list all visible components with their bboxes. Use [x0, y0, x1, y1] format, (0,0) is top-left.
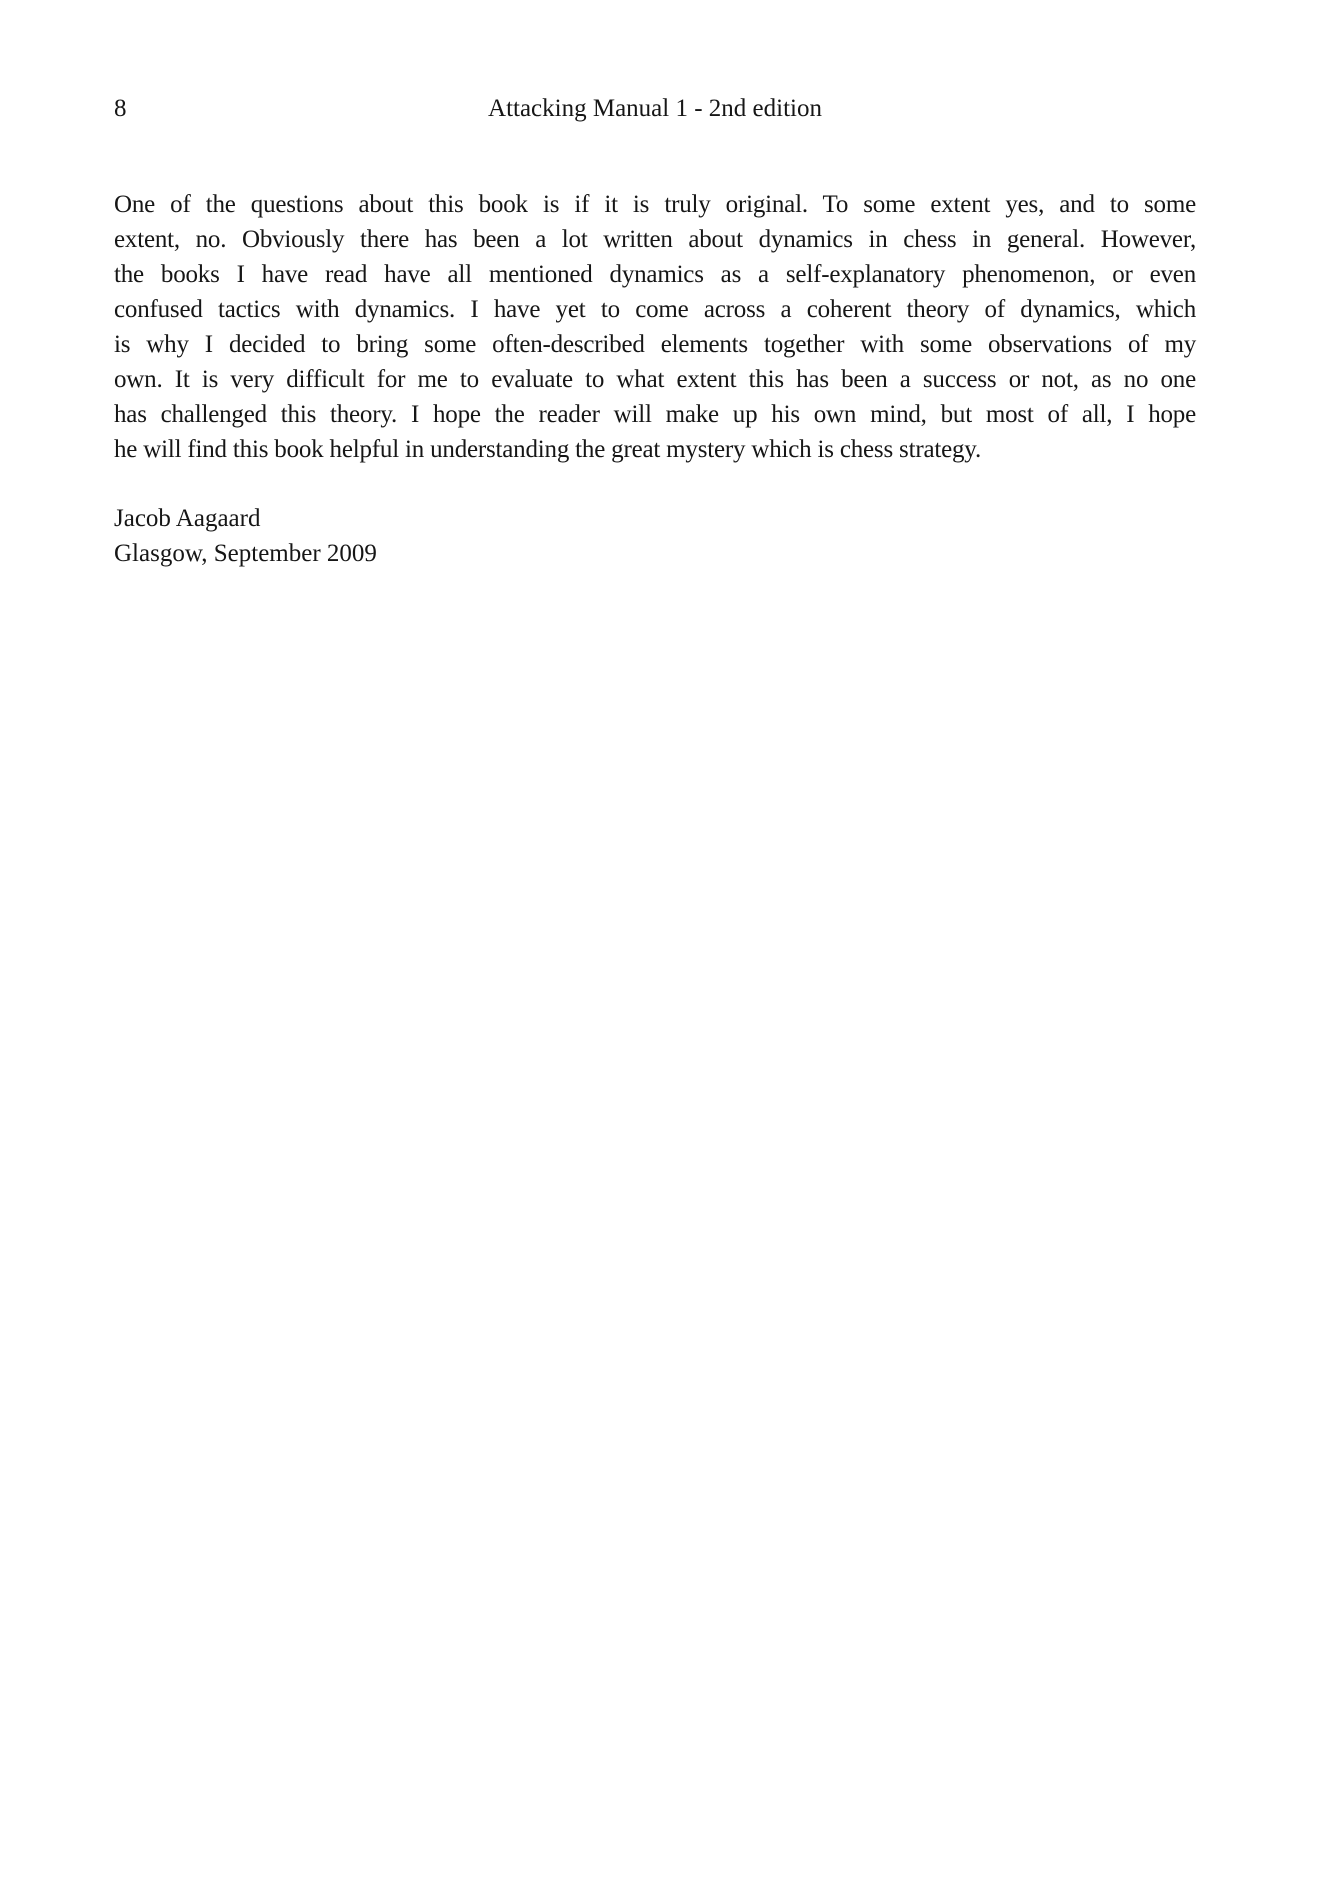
- running-header-title: Attacking Manual 1 - 2nd edition: [488, 95, 822, 122]
- paragraph-line: he will find this book helpful in understanding the great mystery which is chess strategy.: [114, 436, 982, 463]
- signature-place-date: Glasgow, September 2009: [114, 540, 377, 567]
- intro-paragraph: [114, 187, 1196, 467]
- paragraph-line: extent, no. Obviously there has been a lot written about dynamics in chess in general. However,: [114, 226, 1196, 253]
- signature-block: [114, 501, 377, 571]
- paragraph-line: own. It is very difficult for me to evaluate to what extent this has been a success or not, as no one: [114, 366, 1196, 393]
- paragraph-line: has challenged this theory. I hope the reader will make up his own mind, but most of all, I hope: [114, 401, 1196, 428]
- paragraph-line: is why I decided to bring some often-described elements together with some observations of my: [114, 331, 1196, 358]
- running-header: [114, 91, 1196, 126]
- page-number: 8: [114, 95, 127, 122]
- page-content: [114, 187, 1196, 567]
- paragraph-line: One of the questions about this book is if it is truly original. To some extent yes, and to some: [114, 191, 1196, 218]
- paragraph-line: the books I have read have all mentioned dynamics as a self-explanatory phenomenon, or even: [114, 261, 1196, 288]
- author-name: Jacob Aagaard: [114, 505, 261, 532]
- paragraph-line: confused tactics with dynamics. I have yet to come across a coherent theory of dynamics, which: [114, 296, 1196, 323]
